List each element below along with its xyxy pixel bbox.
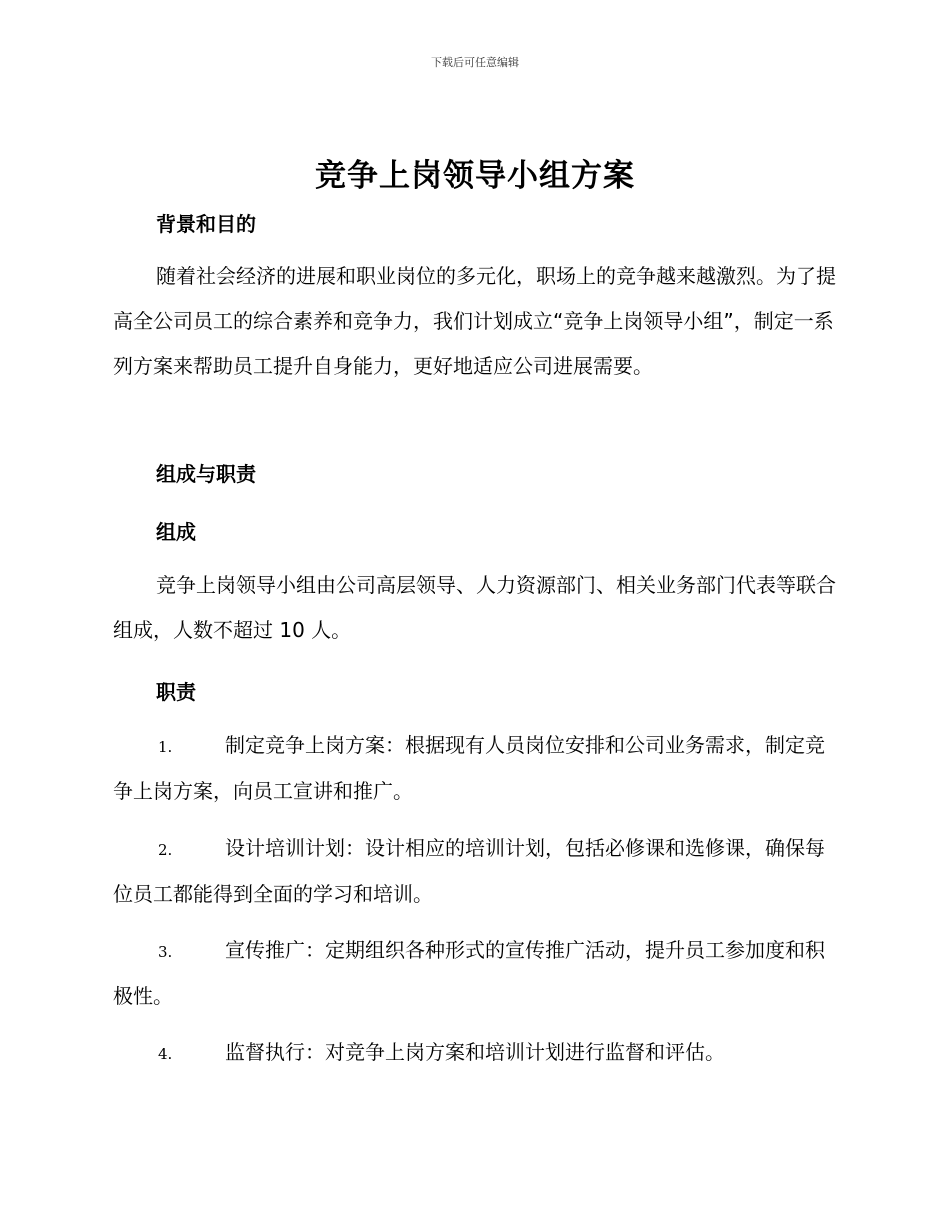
background-paragraph: 随着社会经济的进展和职业岗位的多元化，职场上的竞争越来越激烈。为了提高全公司员工的综合素养和竞争力，我们计划成立“竞争上岗领导小组”，制定一系列方案来帮助员工提升自身能力，更好地适应公司进展需要。 [113, 264, 836, 378]
list-item-text: 设计培训计划：设计相应的培训计划，包括必修课和选修课，确保每位员工都能得到全面的学习和培训。 [113, 836, 825, 906]
list-item [113, 826, 838, 916]
header-note: 下载后可任意编辑 [431, 56, 519, 69]
composition-paragraph: 竞争上岗领导小组由公司高层领导、人力资源部门、相关业务部门代表等联合组成，人数不超过 10 人。 [113, 573, 836, 642]
list-item-text: 制定竞争上岗方案：根据现有人员岗位安排和公司业务需求，制定竞争上岗方案，向员工宣讲和推广。 [113, 733, 825, 803]
list-item-text: 宣传推广：定期组织各种形式的宣传推广活动，提升员工参加度和积极性。 [113, 938, 825, 1008]
list-item [113, 723, 838, 813]
sub-heading-duties: 职责 [156, 680, 196, 704]
list-item-number: 4. [158, 1045, 173, 1063]
list-item-number: 2. [158, 841, 173, 859]
document-title: 竞争上岗领导小组方案 [315, 158, 635, 194]
section-heading-composition-duties: 组成与职责 [156, 462, 256, 486]
sub-heading-composition: 组成 [156, 520, 196, 544]
section-heading-background: 背景和目的 [156, 212, 256, 236]
list-item [113, 928, 838, 1018]
list-item-number: 3. [158, 943, 173, 961]
list-item [113, 1030, 838, 1076]
list-item-number: 1. [158, 738, 173, 756]
list-item-text: 监督执行：对竞争上岗方案和培训计划进行监督和评估。 [225, 1040, 725, 1064]
